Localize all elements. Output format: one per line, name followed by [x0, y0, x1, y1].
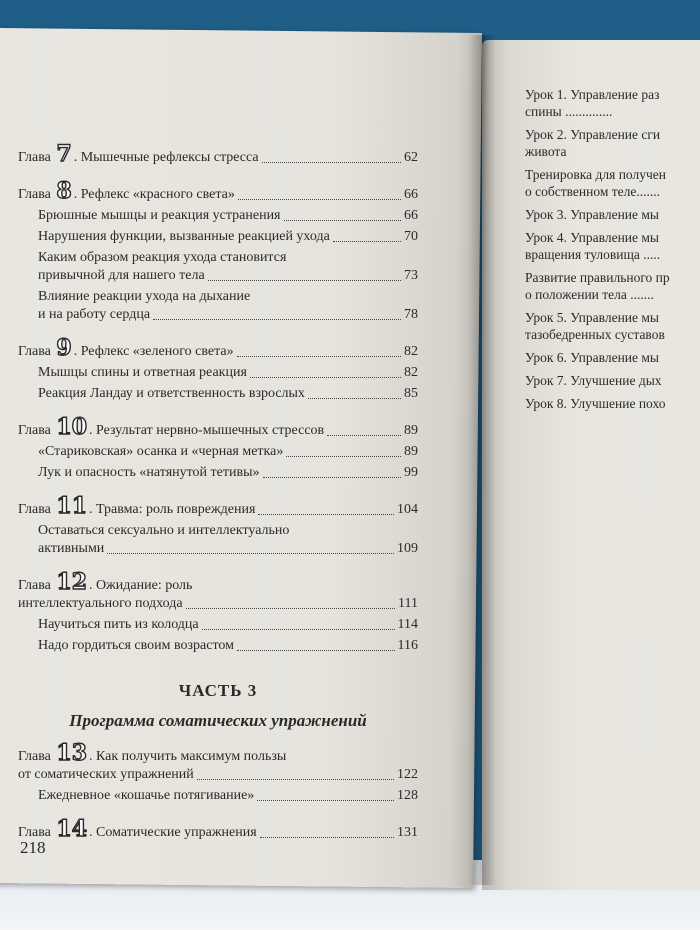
- entry-title: [18, 595, 183, 613]
- section-entry: [18, 616, 418, 634]
- entry-line: [18, 178, 418, 204]
- right-page-line: живота: [525, 144, 567, 159]
- page-ref: 82: [404, 344, 418, 359]
- entry-title: [18, 569, 193, 595]
- section-title: «Стариковская» осанка и «черная метка»: [38, 444, 284, 459]
- section-title: Брюшные мышцы и реакция устранения: [38, 208, 281, 223]
- entry-title: [18, 141, 259, 167]
- page-ref: 111: [398, 596, 418, 611]
- chapter-entry: [18, 493, 418, 519]
- section-title: Каким образом реакция ухода становится: [38, 250, 287, 265]
- entry-line: [38, 616, 418, 634]
- entry-line: [38, 443, 418, 461]
- entry-line: [38, 364, 418, 382]
- chapter-title: интеллектуального подхода: [18, 596, 183, 611]
- chapter-entry: [18, 335, 418, 361]
- entry-title: [18, 335, 234, 361]
- section-entry: [18, 249, 418, 285]
- section-title: Нарушения функции, вызванные реакцией ухода: [38, 229, 330, 244]
- entry-line: [38, 787, 418, 805]
- entry-line: [38, 288, 418, 306]
- chapter-prefix: Глава: [18, 423, 55, 438]
- leader-dots: [333, 241, 401, 242]
- entry-line: [18, 414, 418, 440]
- leader-dots: [208, 280, 401, 281]
- entry-title: [18, 178, 235, 204]
- chapter-entry: [18, 414, 418, 440]
- leader-dots: [250, 377, 401, 378]
- page-ref: 104: [397, 502, 418, 517]
- section-entry: [18, 522, 418, 558]
- page-ref: 66: [404, 208, 418, 223]
- section-title: Ежедневное «кошачье потягивание»: [38, 788, 255, 803]
- leader-dots: [260, 837, 394, 838]
- chapter-title: . Соматические упражнения: [89, 825, 257, 840]
- chapter-entry: [18, 178, 418, 204]
- part-subtitle: Программа соматических упражнений: [69, 711, 367, 730]
- entry-title: [18, 493, 256, 519]
- entry-line: [18, 569, 418, 595]
- entry-line: [38, 464, 418, 482]
- section-title: Мышцы спины и ответная реакция: [38, 365, 247, 380]
- entry-line: [18, 335, 418, 361]
- right-page-line: тазобедренных суставов: [525, 327, 665, 342]
- page-ref: 73: [404, 268, 418, 283]
- chapter-entry: [18, 740, 418, 784]
- chapter-title: . Травма: роль повреждения: [89, 502, 256, 517]
- right-page-line: Урок 1. Управление раз: [525, 87, 660, 102]
- leader-dots: [308, 398, 401, 399]
- chapter-number: 11: [56, 493, 88, 519]
- leader-dots: [153, 319, 401, 320]
- chapter-prefix: Глава: [18, 749, 55, 764]
- entry-line: [38, 207, 418, 225]
- entry-line: [18, 816, 418, 842]
- entry-line: [38, 267, 418, 285]
- right-page-line: Развитие правильного пр: [525, 270, 670, 285]
- right-page-text: [525, 80, 700, 412]
- table-of-contents: [18, 118, 418, 842]
- entry-line: [38, 249, 418, 267]
- chapter-number: 14: [56, 816, 88, 842]
- section-title: активными: [38, 541, 105, 556]
- page-ref: 122: [397, 767, 418, 782]
- section-entry: [18, 385, 418, 403]
- part-heading: ЧАСТЬ 3: [178, 681, 258, 700]
- section-title: Надо гордиться своим возрастом: [38, 638, 235, 653]
- right-page-line: о собственном теле.......: [525, 184, 661, 199]
- page-ref: 131: [397, 825, 418, 840]
- section-entry: [18, 464, 418, 482]
- right-page-line: Урок 7. Улучшение дых: [525, 373, 662, 388]
- page-number: 218: [20, 838, 46, 857]
- entry-line: [18, 141, 418, 167]
- chapter-title: . Результат нервно-мышечных стрессов: [89, 423, 325, 438]
- page-ref: 128: [397, 788, 418, 803]
- entry-line: [18, 493, 418, 519]
- leader-dots: [258, 514, 394, 515]
- chapter-prefix: Глава: [18, 150, 55, 165]
- chapter-number: 12: [56, 569, 88, 595]
- section-entry: [18, 364, 418, 382]
- page-ref: 89: [404, 444, 418, 459]
- right-page-line: Тренировка для получен: [525, 167, 666, 182]
- chapter-title: . Ожидание: роль: [89, 578, 193, 593]
- leader-dots: [263, 477, 401, 478]
- chapter-title: . Как получить максимум пользы: [89, 749, 287, 764]
- leader-dots: [197, 779, 394, 780]
- section-entry: [18, 228, 418, 246]
- entry-line: [18, 766, 418, 784]
- entry-line: [38, 540, 418, 558]
- section-entry: [18, 443, 418, 461]
- page-ref: 116: [397, 638, 418, 653]
- chapter-title: от соматических упражнений: [18, 767, 194, 782]
- section-entry: [18, 637, 418, 655]
- chapter-prefix: Глава: [18, 578, 55, 593]
- section-title: Влияние реакции ухода на дыхание: [38, 289, 251, 304]
- chapter-prefix: Глава: [18, 502, 55, 517]
- section-entry: [18, 787, 418, 805]
- leader-dots: [238, 199, 401, 200]
- right-page-line: Урок 4. Управление мы: [525, 230, 659, 245]
- right-page-line: Урок 3. Управление мы: [525, 207, 659, 222]
- chapter-entry: [18, 816, 418, 842]
- section-entry: [18, 288, 418, 324]
- section-title: и на работу сердца: [38, 307, 151, 322]
- right-page-line: Урок 8. Улучшение похо: [525, 396, 666, 411]
- chapter-prefix: Глава: [18, 344, 55, 359]
- chapter-prefix: Глава: [18, 187, 55, 202]
- section-title: Лук и опасность «натянутой тетивы»: [38, 465, 260, 480]
- section-title: привычной для нашего тела: [38, 268, 205, 283]
- entry-title: [18, 766, 194, 784]
- book-gutter: [468, 35, 496, 885]
- section-title: Научиться пить из колодца: [38, 617, 199, 632]
- page-ref: 89: [404, 423, 418, 438]
- chapter-number: 13: [56, 740, 88, 766]
- entry-title: [18, 740, 287, 766]
- leader-dots: [186, 608, 395, 609]
- page-ref: 62: [404, 150, 418, 165]
- chapter-entry: [18, 141, 418, 167]
- right-page-line: Урок 6. Управление мы: [525, 350, 659, 365]
- entry-line: [18, 595, 418, 613]
- chapter-entry: [18, 569, 418, 613]
- leader-dots: [107, 553, 394, 554]
- page-ref: 85: [404, 386, 418, 401]
- entry-title: [18, 816, 257, 842]
- page-ref: 82: [404, 365, 418, 380]
- entry-line: [38, 385, 418, 403]
- page-ref: 66: [404, 187, 418, 202]
- leader-dots: [286, 456, 401, 457]
- entry-line: [38, 637, 418, 655]
- chapter-title: . Рефлекс «красного света»: [73, 187, 235, 202]
- leader-dots: [257, 800, 394, 801]
- section-entry: [18, 207, 418, 225]
- chapter-prefix: Глава: [18, 825, 55, 840]
- right-page-line: Урок 5. Управление мы: [525, 310, 659, 325]
- leader-dots: [237, 650, 395, 651]
- entry-line: [18, 740, 418, 766]
- leader-dots: [202, 629, 395, 630]
- chapter-title: . Мышечные рефлексы стресса: [73, 150, 259, 165]
- right-page-line: о положении тела .......: [525, 287, 654, 302]
- entry-line: [38, 306, 418, 324]
- entry-line: [38, 228, 418, 246]
- entry-line: [38, 522, 418, 540]
- chapter-number: 8: [56, 178, 72, 204]
- page-ref: 109: [397, 541, 418, 556]
- leader-dots: [327, 435, 401, 436]
- chapter-title: . Рефлекс «зеленого света»: [73, 344, 234, 359]
- entry-title: [18, 414, 325, 440]
- section-title: Реакция Ландау и ответственность взрослых: [38, 386, 305, 401]
- right-page-line: вращения туловища .....: [525, 247, 661, 262]
- chapter-number: 10: [56, 414, 88, 440]
- right-page-line: Урок 2. Управление сги: [525, 127, 661, 142]
- page-ref: 70: [404, 229, 418, 244]
- leader-dots: [237, 356, 401, 357]
- chapter-number: 9: [56, 335, 72, 361]
- page-ref: 99: [404, 465, 418, 480]
- leader-dots: [262, 162, 401, 163]
- leader-dots: [284, 220, 402, 221]
- right-page-line: спины ..............: [525, 104, 613, 119]
- chapter-number: 7: [56, 141, 72, 167]
- section-title: Оставаться сексуально и интеллектуально: [38, 523, 290, 538]
- page-ref: 114: [397, 617, 418, 632]
- page-ref: 78: [404, 307, 418, 322]
